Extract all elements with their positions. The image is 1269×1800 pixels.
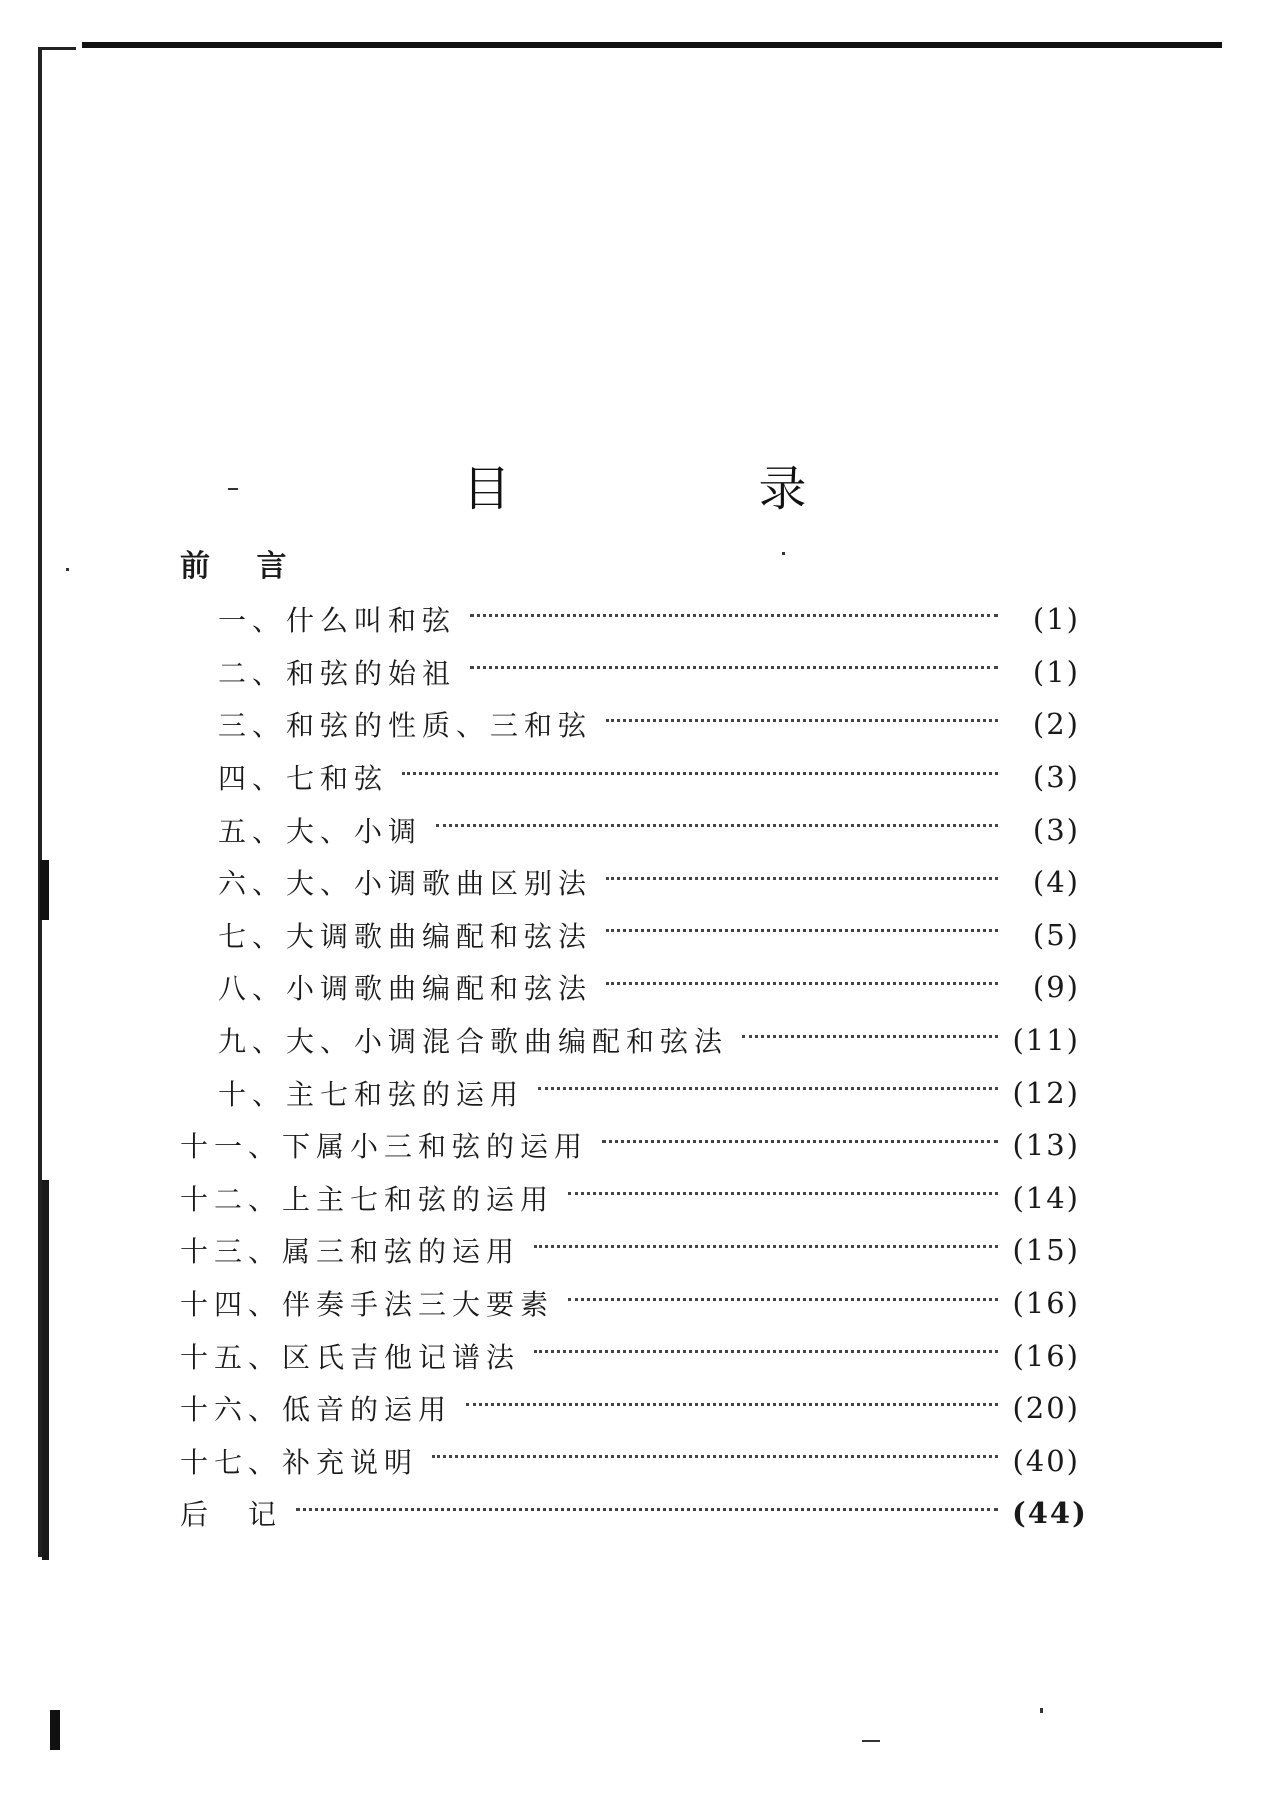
toc-entry-label: 三、和弦的性质、三和弦 [218, 709, 593, 743]
toc-leader-dots [606, 929, 998, 932]
toc-entry-page: (2) [1032, 707, 1080, 742]
toc-preface: 前 言 [180, 549, 305, 584]
toc-leader-dots [742, 1035, 998, 1038]
toc-entry-label: 一、什么叫和弦 [218, 604, 457, 638]
toc-leader-dots [436, 824, 998, 827]
toc-entry [180, 1119, 1080, 1172]
toc-entry-label: 十六、低音的运用 [180, 1393, 453, 1427]
toc-entry [180, 1277, 1080, 1330]
toc-entry-label: 十、主七和弦的运用 [218, 1077, 525, 1111]
page-title: 目 录 [462, 461, 907, 518]
toc-entry-page: (11) [1012, 1023, 1080, 1058]
scan-speck [1040, 1708, 1043, 1713]
toc-entry-label: 十四、伴奏手法三大要素 [180, 1288, 555, 1322]
scan-speck [66, 568, 69, 571]
toc-entry [180, 1172, 1080, 1225]
scan-left-edge-shadow [42, 1180, 49, 1560]
toc-leader-dots [470, 614, 998, 617]
toc-leader-dots [402, 772, 998, 775]
toc-entry-label: 四、七和弦 [218, 762, 389, 796]
toc-entry-page: (15) [1012, 1233, 1080, 1268]
table-of-contents [180, 540, 1088, 1540]
toc-entry-label: 六、大、小调歌曲区别法 [218, 867, 593, 901]
toc-leader-dots [534, 1245, 998, 1248]
footer-mark [862, 1740, 880, 1742]
toc-entry-label: 八、小调歌曲编配和弦法 [218, 972, 593, 1006]
toc-leader-dots [606, 877, 998, 880]
toc-entry [180, 646, 1080, 699]
toc-entry-page: (4) [1032, 865, 1080, 900]
toc-entry-label: 五、大、小调 [218, 814, 423, 848]
toc-leader-dots [606, 982, 998, 985]
toc-entry [180, 593, 1080, 646]
scan-left-edge-bottom [50, 1710, 60, 1750]
toc-entry-page: (16) [1012, 1286, 1080, 1321]
toc-entry-label: 十五、区氏吉他记谱法 [180, 1340, 521, 1374]
toc-entry-page: (16) [1012, 1338, 1080, 1373]
toc-entry-page: (3) [1032, 812, 1080, 847]
toc-entry-label: 十一、下属小三和弦的运用 [180, 1130, 589, 1164]
toc-entry [180, 1014, 1080, 1067]
toc-entry [180, 1382, 1080, 1435]
toc-leader-dots [606, 719, 998, 722]
toc-entry [180, 803, 1080, 856]
toc-entry [180, 961, 1080, 1014]
toc-leader-dots [296, 1508, 998, 1511]
toc-entry-page: (20) [1012, 1391, 1080, 1426]
toc-afterword-page: (44) [1012, 1496, 1088, 1531]
toc-entry-page: (40) [1012, 1443, 1080, 1478]
toc-entry-page: (5) [1032, 917, 1080, 952]
toc-leader-dots [568, 1192, 998, 1195]
toc-leader-dots [466, 1403, 998, 1406]
toc-entry-page: (13) [1012, 1128, 1080, 1163]
scan-top-rule [82, 42, 1222, 48]
toc-entry-label: 十二、上主七和弦的运用 [180, 1182, 555, 1216]
toc-entry [180, 909, 1080, 962]
toc-entry [180, 698, 1080, 751]
toc-entry [180, 1066, 1080, 1119]
scan-left-edge-mark [40, 860, 49, 920]
toc-entry-label: 七、大调歌曲编配和弦法 [218, 919, 593, 953]
toc-entry-page: (3) [1032, 760, 1080, 795]
toc-entry-page: (12) [1012, 1075, 1080, 1110]
toc-entry-label: 十三、属三和弦的运用 [180, 1235, 521, 1269]
toc-entry-page: (1) [1032, 654, 1080, 689]
toc-entry-page: (1) [1032, 602, 1080, 637]
toc-leader-dots [568, 1298, 998, 1301]
scan-top-rule-left [38, 47, 76, 50]
toc-entry [180, 856, 1080, 909]
toc-leader-dots [538, 1087, 998, 1090]
toc-entry-label: 九、大、小调混合歌曲编配和弦法 [218, 1025, 729, 1059]
toc-entry-page: (9) [1032, 970, 1080, 1005]
toc-afterword [180, 1487, 1088, 1540]
toc-leader-dots [602, 1140, 998, 1143]
toc-leader-dots [470, 666, 998, 669]
toc-leader-dots [534, 1350, 998, 1353]
toc-entry-page: (14) [1012, 1180, 1080, 1215]
toc-entry [180, 1435, 1080, 1488]
toc-entry-label: 二、和弦的始祖 [218, 656, 457, 690]
toc-entry [180, 1329, 1080, 1382]
toc-entry-label: 十七、补充说明 [180, 1445, 419, 1479]
toc-afterword-label: 后 记 [180, 1498, 283, 1532]
toc-leader-dots [432, 1455, 998, 1458]
toc-entry [180, 1224, 1080, 1277]
toc-entry [180, 751, 1080, 804]
